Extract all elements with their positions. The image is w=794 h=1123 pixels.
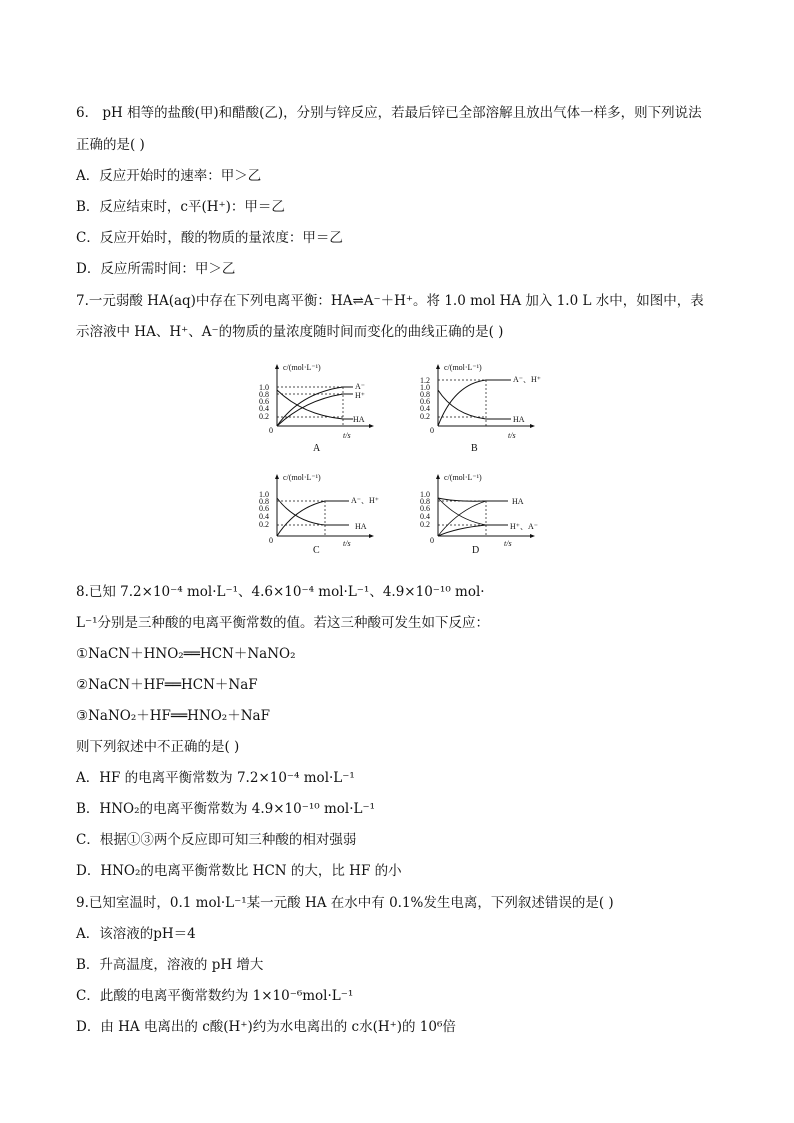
svg-text:H⁺、A⁻: H⁺、A⁻ <box>510 522 538 531</box>
q8-reaction-3: ③NaNO₂＋HF══HNO₂＋NaF <box>76 708 270 724</box>
graph-c <box>255 470 395 565</box>
svg-text:t/s: t/s <box>343 539 351 548</box>
svg-text:0.2: 0.2 <box>420 520 430 529</box>
svg-text:0.6: 0.6 <box>420 397 430 406</box>
svg-text:0: 0 <box>430 536 434 545</box>
svg-text:0.4: 0.4 <box>259 512 269 521</box>
svg-text:t/s: t/s <box>504 539 512 548</box>
q9-stem: 9.已知室温时，0.1 mol·L⁻¹某一元酸 HA 在水中有 0.1%发生电离，下列叙述错误的是( ) <box>76 895 614 911</box>
svg-text:A⁻、H⁺: A⁻、H⁺ <box>351 496 379 505</box>
q6-stem-cont: 正确的是( ) <box>76 137 145 153</box>
svg-text:0.8: 0.8 <box>420 497 430 506</box>
q8-option-c: C．根据①③两个反应即可知三种酸的相对强弱 <box>76 832 357 848</box>
svg-text:0.4: 0.4 <box>420 512 430 521</box>
svg-text:1.0: 1.0 <box>259 383 269 392</box>
svg-text:1.0: 1.0 <box>259 490 269 499</box>
svg-text:0: 0 <box>269 536 273 545</box>
graph-d <box>416 470 556 565</box>
svg-text:0.2: 0.2 <box>420 412 430 421</box>
graph-b <box>416 360 556 455</box>
svg-text:1.0: 1.0 <box>420 383 430 392</box>
svg-text:1.2: 1.2 <box>420 376 430 385</box>
svg-text:0.6: 0.6 <box>420 504 430 513</box>
svg-text:HA: HA <box>355 522 367 531</box>
graph-b-ylabel: c/(mol·L⁻¹) <box>444 363 482 372</box>
q8-reaction-2: ②NaCN＋HF══HCN＋NaF <box>76 677 258 693</box>
graph-a-ylabel: c/(mol·L⁻¹) <box>283 363 321 372</box>
svg-text:0.2: 0.2 <box>259 520 269 529</box>
q7-stem-cont: 示溶液中 HA、H⁺、A⁻的物质的量浓度随时间而变化的曲线正确的是( ) <box>76 324 504 340</box>
q6-option-d: D．反应所需时间：甲＞乙 <box>76 261 236 277</box>
svg-text:HA: HA <box>353 415 365 424</box>
q8-stem-cont: L⁻¹分别是三种酸的电离平衡常数的值。若这三种酸可发生如下反应： <box>76 615 490 631</box>
graph-c-ylabel: c/(mol·L⁻¹) <box>283 473 321 482</box>
svg-text:1.0: 1.0 <box>420 490 430 499</box>
q6-option-c: C．反应开始时，酸的物质的量浓度：甲＝乙 <box>76 230 343 246</box>
svg-text:A⁻、H⁺: A⁻、H⁺ <box>513 375 541 384</box>
svg-text:H⁺: H⁺ <box>355 391 365 400</box>
q9-option-d: D．由 HA 电离出的 c酸(H⁺)约为水电离出的 c水(H⁺)的 10⁶倍 <box>76 1019 456 1035</box>
q8-option-b: B．HNO₂的电离平衡常数为 4.9×10⁻¹⁰ mol·L⁻¹ <box>76 801 376 817</box>
graph-a <box>255 360 385 455</box>
svg-text:0.8: 0.8 <box>259 497 269 506</box>
svg-text:0: 0 <box>269 426 273 435</box>
svg-text:0.8: 0.8 <box>259 390 269 399</box>
q8-question: 则下列叙述中不正确的是( ) <box>76 739 240 755</box>
svg-text:0.4: 0.4 <box>420 404 430 413</box>
svg-text:t/s: t/s <box>343 431 351 440</box>
graph-b-label: B <box>471 443 478 454</box>
graph-d-label: D <box>472 545 480 556</box>
svg-text:0.8: 0.8 <box>420 390 430 399</box>
graph-a-label: A <box>313 443 321 454</box>
svg-text:HA: HA <box>512 497 524 506</box>
q6-option-a: A．反应开始时的速率：甲＞乙 <box>76 168 262 184</box>
svg-text:0: 0 <box>430 426 434 435</box>
q8-stem: 8.已知 7.2×10⁻⁴ mol·L⁻¹、4.6×10⁻⁴ mol·L⁻¹、4.9×10⁻¹⁰ mol· <box>76 584 485 600</box>
graph-c-label: C <box>313 545 320 556</box>
svg-text:0.6: 0.6 <box>259 397 269 406</box>
q8-option-a: A．HF 的电离平衡常数为 7.2×10⁻⁴ mol·L⁻¹ <box>76 770 355 786</box>
graph-d-ylabel: c/(mol·L⁻¹) <box>444 473 482 482</box>
q9-option-b: B．升高温度，溶液的 pH 增大 <box>76 957 264 973</box>
q9-option-c: C．此酸的电离平衡常数约为 1×10⁻⁶mol·L⁻¹ <box>76 988 354 1004</box>
svg-text:HA: HA <box>513 415 525 424</box>
q8-reaction-1: ①NaCN＋HNO₂══HCN＋NaNO₂ <box>76 646 296 662</box>
svg-text:A⁻: A⁻ <box>355 382 365 391</box>
q9-option-a: A．该溶液的pH＝4 <box>76 926 196 942</box>
q6-option-b: B．反应结束时，c平(H⁺)：甲＝乙 <box>76 199 285 215</box>
q6-stem: 6． pH 相等的盐酸(甲)和醋酸(乙)，分别与锌反应，若最后锌已全部溶解且放出气体一样多，则下列说法 <box>76 105 702 121</box>
q7-stem: 7.一元弱酸 HA(aq)中存在下列电离平衡：HA⇌A⁻＋H⁺。将 1.0 mol HA 加入 1.0 L 水中，如图中，表 <box>76 293 704 309</box>
q8-option-d: D．HNO₂的电离平衡常数比 HCN 的大，比 HF 的小 <box>76 863 402 879</box>
svg-text:0.4: 0.4 <box>259 404 269 413</box>
svg-text:t/s: t/s <box>508 431 516 440</box>
svg-text:0.2: 0.2 <box>259 412 269 421</box>
svg-text:0.6: 0.6 <box>259 504 269 513</box>
